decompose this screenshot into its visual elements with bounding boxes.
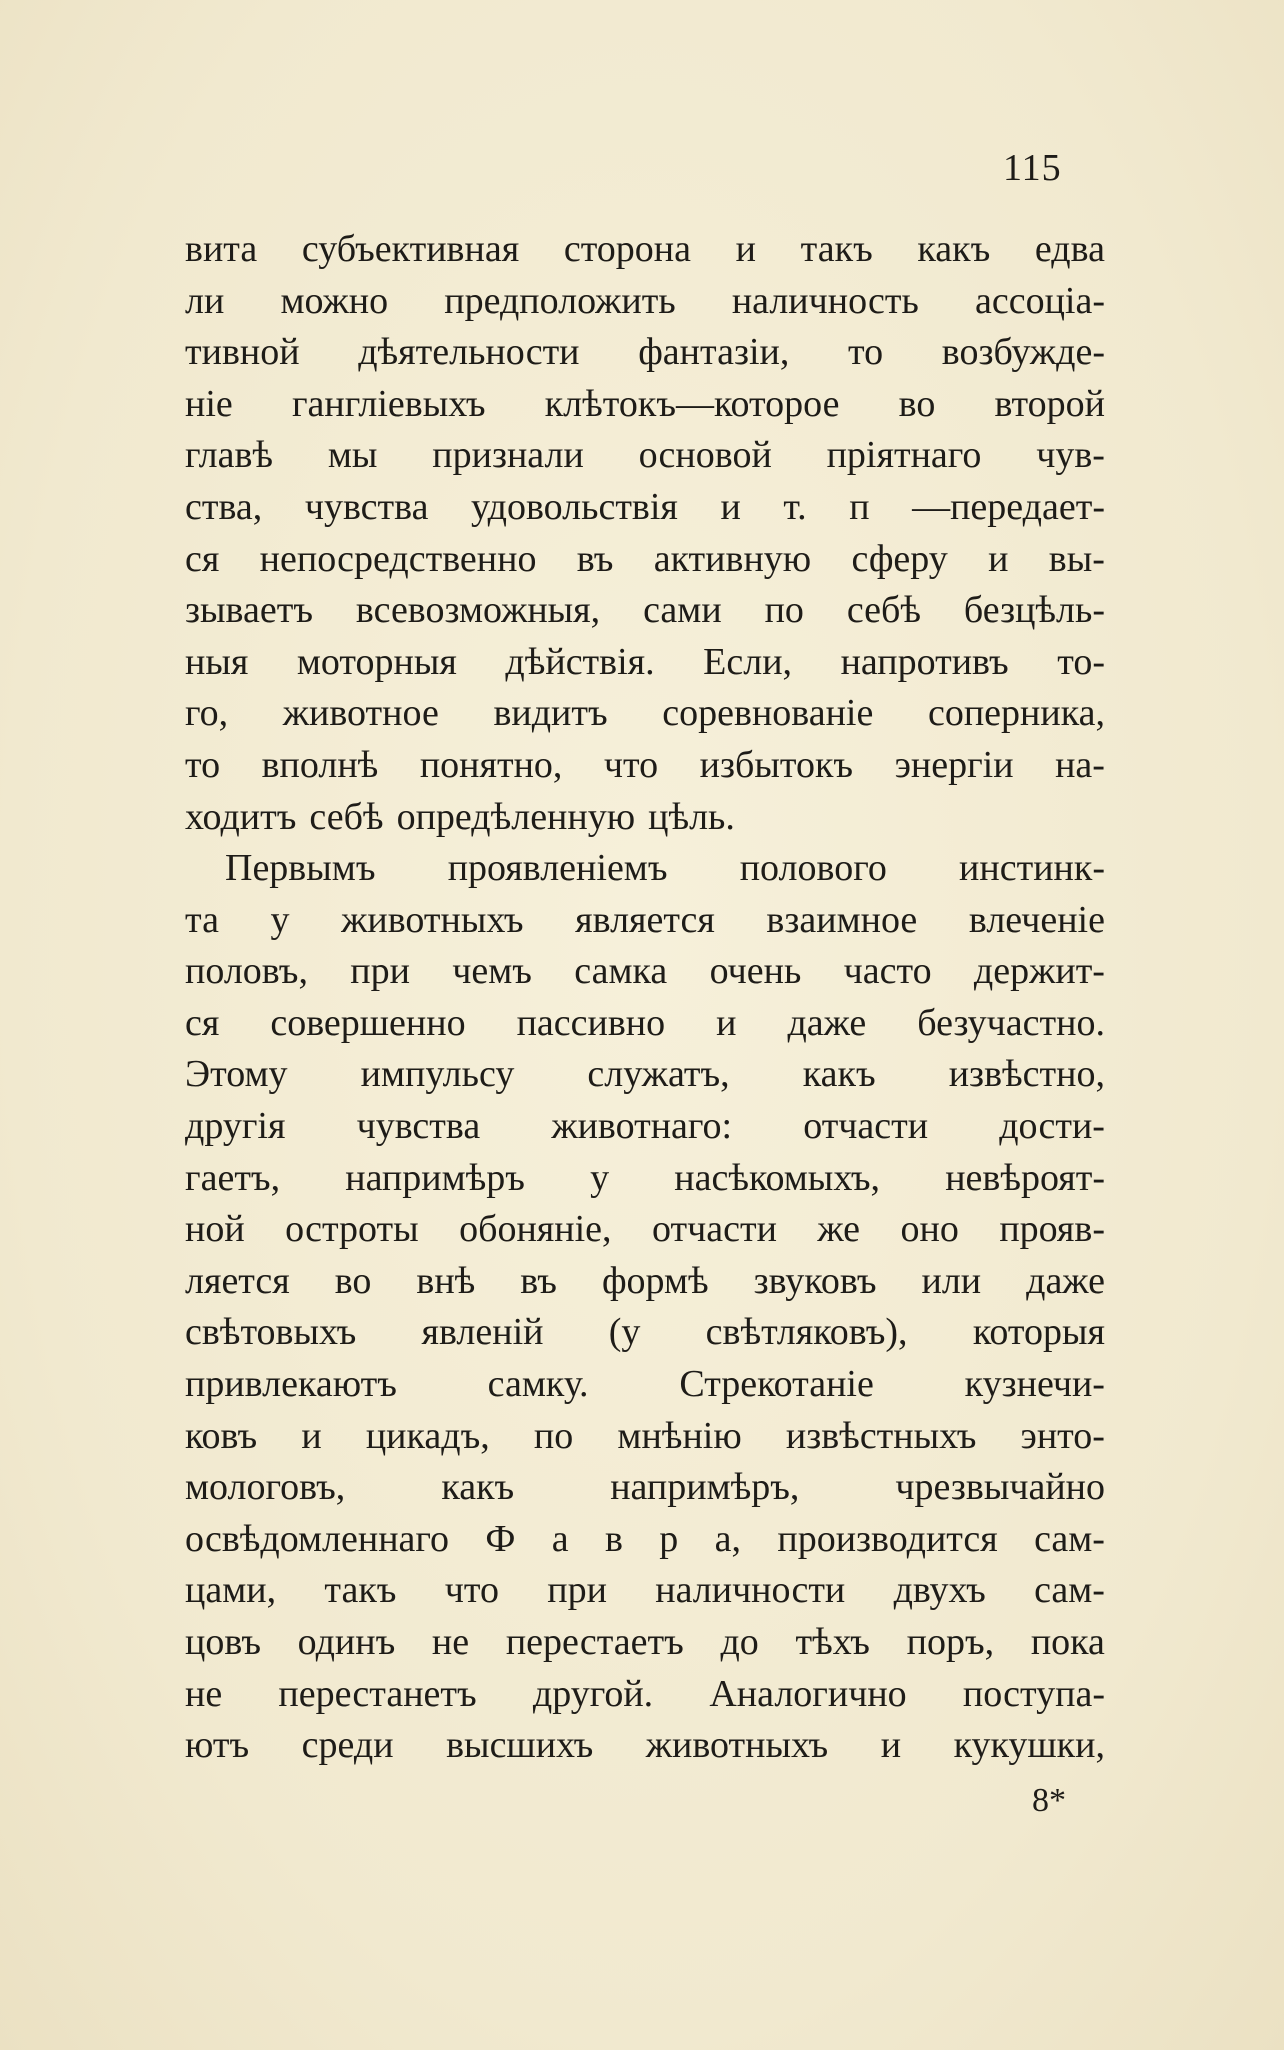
text-line: ютъ среди высшихъ животныхъ и кукушки, bbox=[185, 1724, 1105, 1767]
text-line: ной остроты обоняніе, отчасти же оно прояв- bbox=[185, 1208, 1105, 1251]
text-line: ходитъ себѣ опредѣленную цѣль. bbox=[185, 795, 735, 838]
signature-mark: 8* bbox=[1032, 1782, 1066, 1819]
text-line: ляется во внѣ въ формѣ звуковъ или даже bbox=[185, 1259, 1105, 1302]
text-line: ныя моторныя дѣйствія. Если, напротивъ то- bbox=[185, 640, 1105, 683]
text-line: та у животныхъ является взаимное влеченіе bbox=[185, 898, 1105, 941]
text-line: то вполнѣ понятно, что избытокъ энергіи на- bbox=[185, 743, 1105, 786]
text-line: свѣтовыхъ явленій (у свѣтляковъ), которыя bbox=[185, 1311, 1105, 1354]
text-line: Этому импульсу служатъ, какъ извѣстно, bbox=[185, 1053, 1105, 1096]
text-line: главѣ мы признали основой пріятнаго чув- bbox=[185, 434, 1105, 477]
text-line: тивной дѣятельности фантазіи, то возбужде- bbox=[185, 331, 1105, 374]
text-line: цами, такъ что при наличности двухъ сам- bbox=[185, 1569, 1105, 1612]
page-number: 115 bbox=[1003, 147, 1062, 189]
text-line: зываетъ всевозможныя, сами по себѣ безцѣль- bbox=[185, 589, 1105, 632]
text-line: ся непосредственно въ активную сферу и вы- bbox=[185, 537, 1105, 580]
text-line: ства, чувства удовольствія и т. п —передает- bbox=[185, 485, 1105, 528]
text-line: вита субъективная сторона и такъ какъ едва bbox=[185, 228, 1105, 270]
text-line: мологовъ, какъ напримѣръ, чрезвычайно bbox=[185, 1466, 1105, 1509]
text-line: ковъ и цикадъ, по мнѣнію извѣстныхъ энто- bbox=[185, 1414, 1105, 1457]
text-line: цовъ одинъ не перестаетъ до тѣхъ поръ, пока bbox=[185, 1620, 1105, 1663]
text-line: го, животное видитъ соревнованіе соперника, bbox=[185, 692, 1105, 735]
text-line: другія чувства животнаго: отчасти дости- bbox=[185, 1104, 1105, 1147]
text-line: привлекаютъ самку. Стрекотаніе кузнечи- bbox=[185, 1362, 1105, 1405]
paragraph bbox=[185, 224, 1105, 843]
text-line: ніе гангліевыхъ клѣтокъ—которое во второй bbox=[185, 382, 1105, 425]
text-line: половъ, при чемъ самка очень часто держит- bbox=[185, 950, 1105, 993]
text-line: освѣдомленнаго Ф а в р а, производится сам- bbox=[185, 1517, 1105, 1560]
text-line: гаетъ, напримѣръ у насѣкомыхъ, невѣроят- bbox=[185, 1156, 1105, 1199]
text-line: ли можно предположить наличность ассоціа- bbox=[185, 279, 1105, 322]
text-line: не перестанетъ другой. Аналогично поступа- bbox=[185, 1672, 1105, 1715]
paragraph bbox=[185, 843, 1105, 1772]
text-line: ся совершенно пассивно и даже безучастно. bbox=[185, 1001, 1105, 1044]
text-line: Первымъ проявленіемъ полового инстинк- bbox=[225, 847, 1105, 889]
